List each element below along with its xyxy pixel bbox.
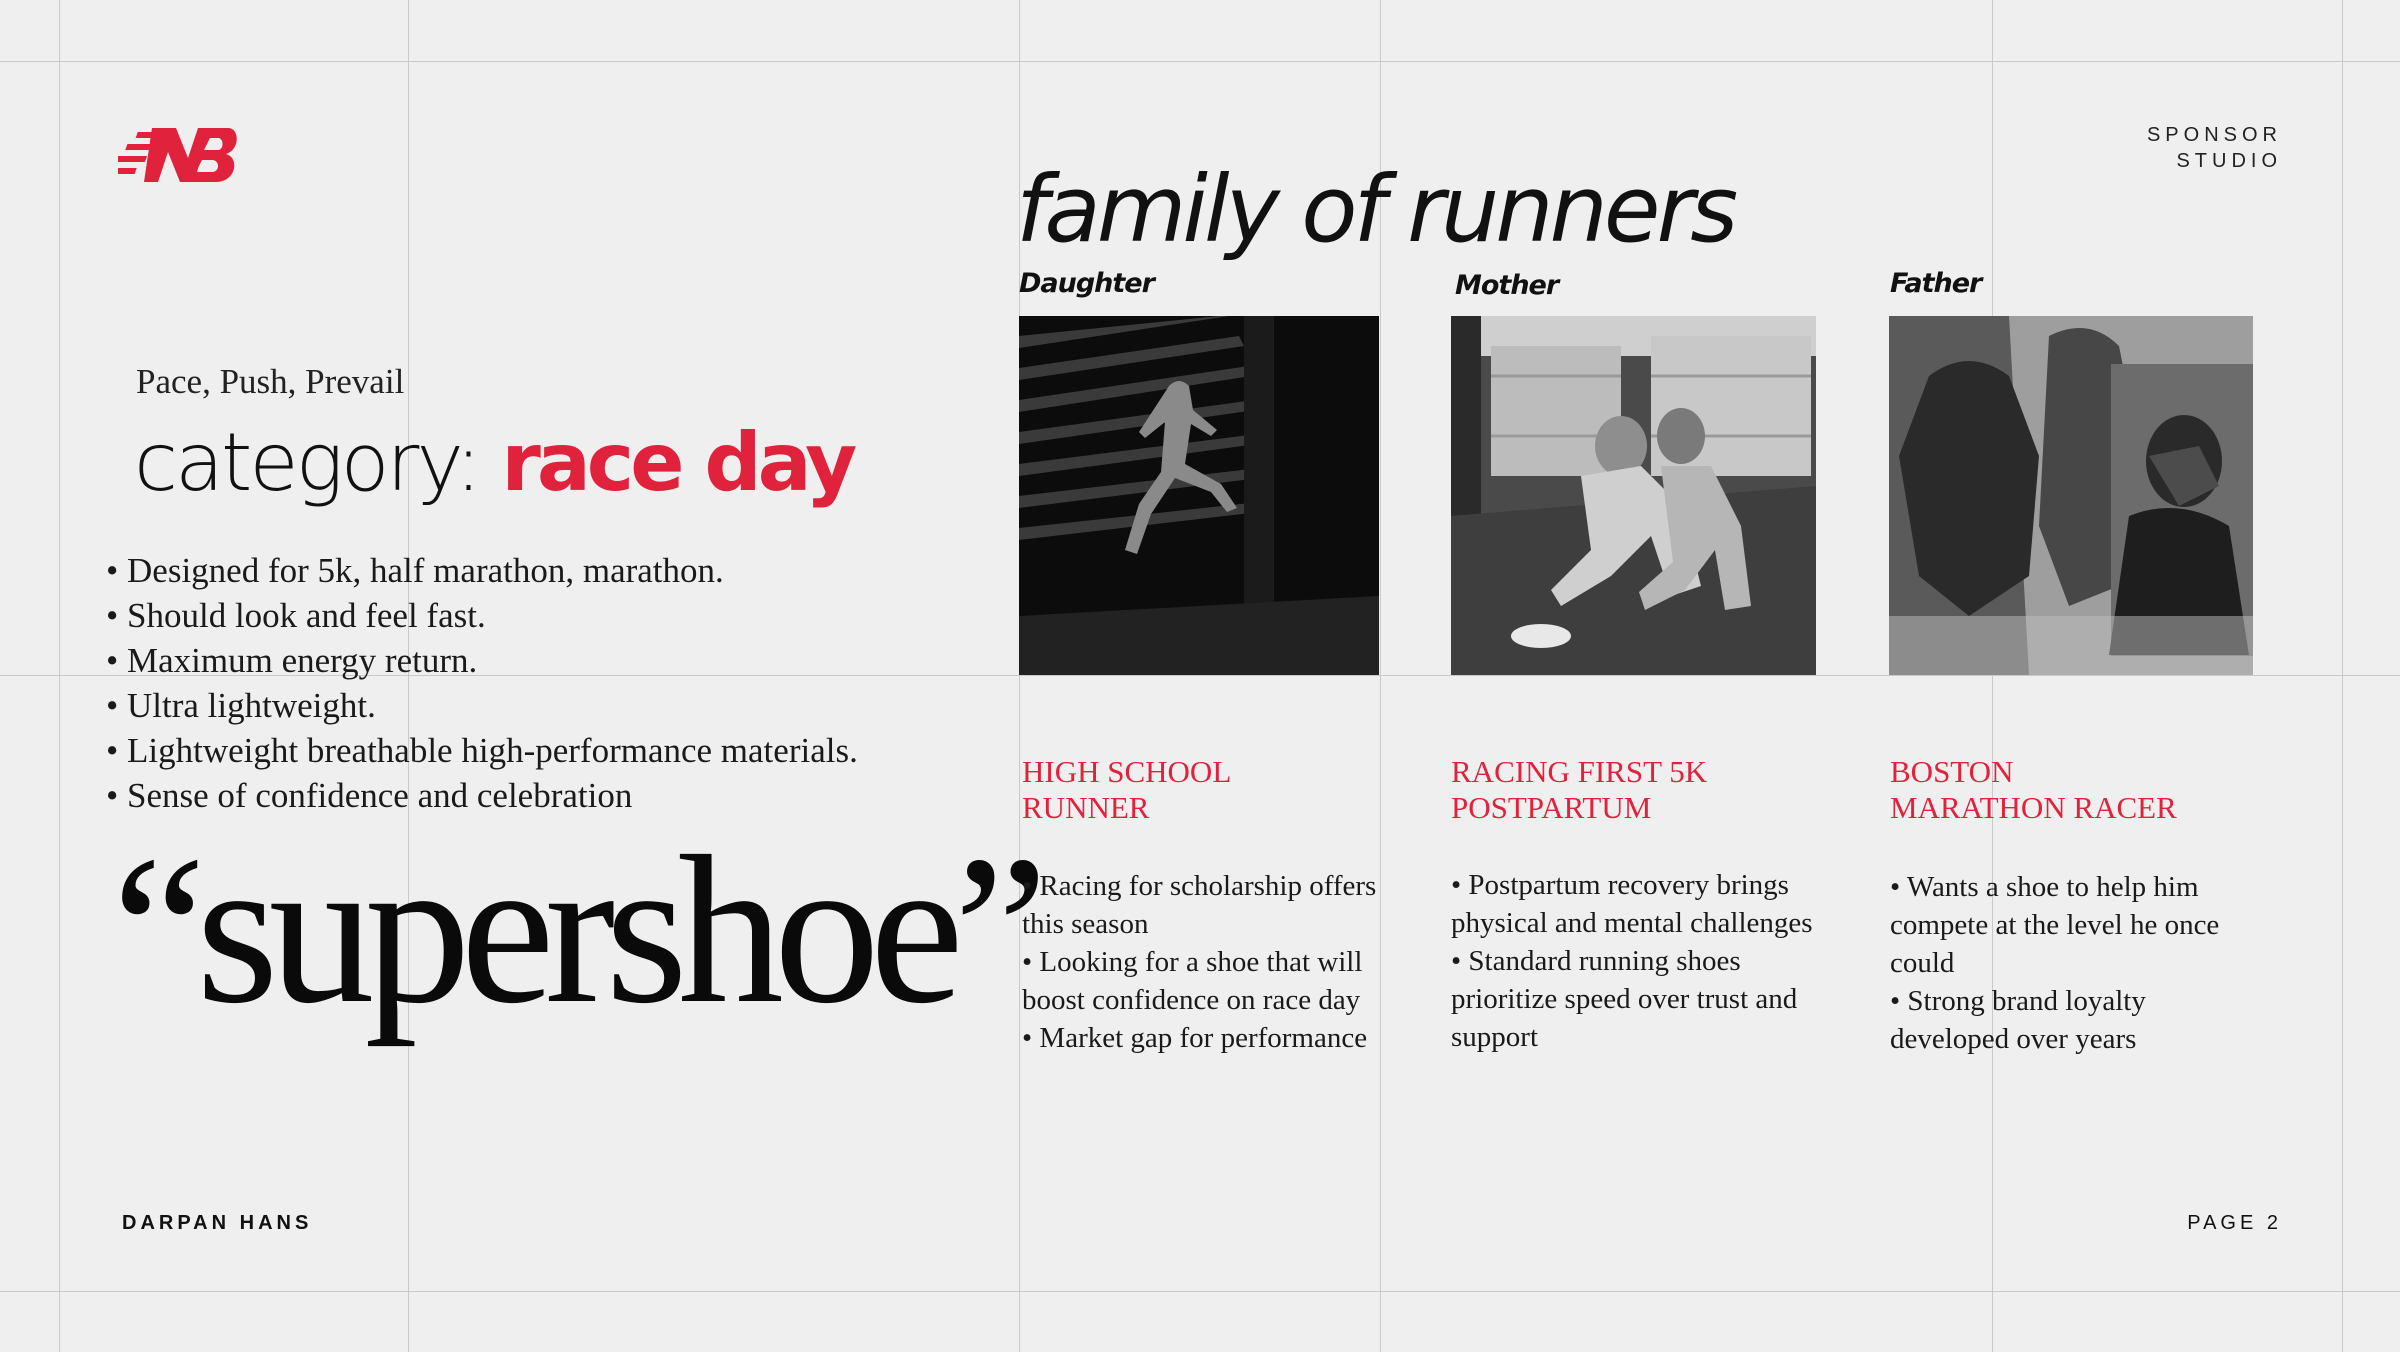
grid-line	[2342, 0, 2343, 1352]
mother-photo	[1451, 316, 1816, 675]
grid-line	[59, 0, 60, 1352]
persona-title-mother: RACING FIRST 5K POSTPARTUM	[1451, 754, 1708, 825]
persona-title-father: BOSTON MARATHON RACER	[1890, 754, 2177, 825]
category-label: category:	[134, 416, 479, 509]
persona-bullet: • Strong brand loyalty developed over years	[1890, 982, 2250, 1058]
persona-list-daughter	[1022, 867, 1382, 1057]
persona-list-father	[1890, 868, 2250, 1058]
role-label-mother: Mother	[1455, 270, 1559, 301]
father-photo	[1889, 316, 2253, 675]
persona-bullet: • Looking for a shoe that will boost confidence on race day	[1022, 943, 1382, 1019]
persona-title-daughter: HIGH SCHOOL RUNNER	[1022, 754, 1231, 825]
daughter-photo	[1019, 316, 1379, 675]
grid-line	[1992, 0, 1993, 1352]
sponsor-studio-label	[2147, 122, 2282, 174]
category-value: race day	[501, 416, 854, 509]
feature-item: • Should look and feel fast.	[106, 593, 858, 638]
role-label-daughter: Daughter	[1019, 268, 1154, 299]
persona-bullet: • Market gap for performance	[1022, 1019, 1382, 1057]
persona-list-mother	[1451, 866, 1826, 1056]
new-balance-logo	[118, 126, 238, 186]
family-heading: family of runners	[1016, 156, 1735, 263]
grid-line	[0, 1291, 2400, 1292]
role-label-father: Father	[1890, 268, 1982, 299]
persona-bullet: • Racing for scholarship offers this season	[1022, 867, 1382, 943]
feature-list	[106, 548, 858, 818]
feature-item: • Designed for 5k, half marathon, marathon.	[106, 548, 858, 593]
persona-bullet: • Wants a shoe to help him compete at the level he once could	[1890, 868, 2250, 982]
sponsor-line-1: SPONSOR	[2146, 124, 2282, 146]
category-heading	[134, 398, 853, 528]
supershoe-headline: “supershoe”	[112, 812, 1038, 1047]
tagline: Pace, Push, Prevail	[136, 362, 405, 401]
page-number: PAGE 2	[2187, 1212, 2282, 1234]
feature-item: • Ultra lightweight.	[106, 683, 858, 728]
author-name: DARPAN HANS	[122, 1212, 313, 1234]
persona-bullet: • Postpartum recovery brings physical and mental challenges	[1451, 866, 1826, 942]
grid-line	[0, 61, 2400, 62]
feature-item: • Lightweight breathable high-performance materials.	[106, 728, 858, 773]
feature-item: • Sense of confidence and celebration	[106, 773, 858, 818]
persona-bullet: • Standard running shoes prioritize speed over trust and support	[1451, 942, 1826, 1056]
feature-item: • Maximum energy return.	[106, 638, 858, 683]
sponsor-line-2: STUDIO	[2176, 150, 2282, 172]
